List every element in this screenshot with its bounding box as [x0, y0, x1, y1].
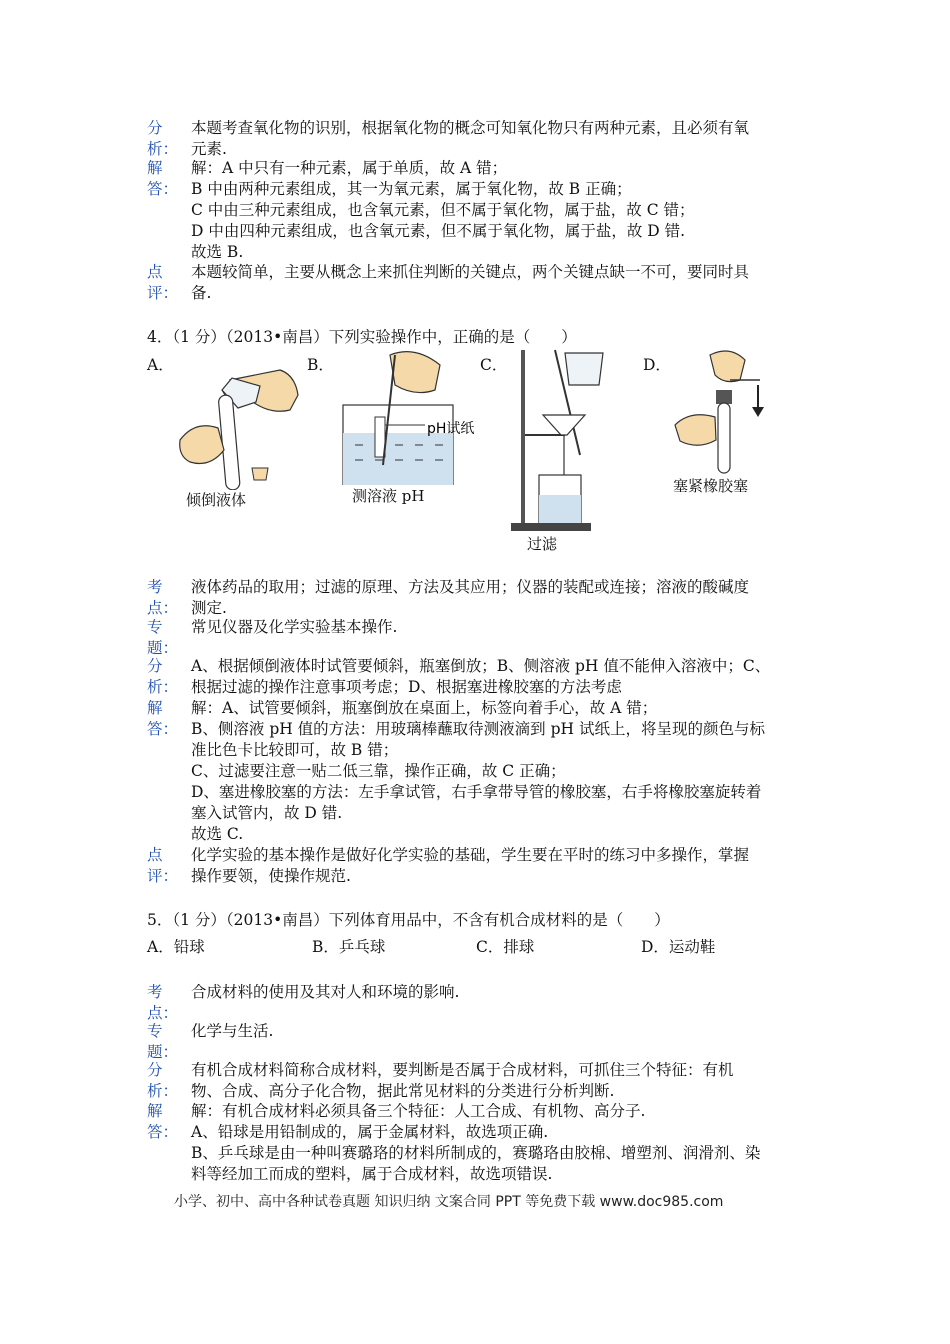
topic-block: [147, 1021, 817, 1063]
caption-insert-stopper: 塞紧橡胶塞: [673, 477, 749, 495]
analysis-block: [147, 118, 817, 160]
option-a-label: A．: [147, 356, 174, 374]
text-line: 化学实验的基本操作是做好化学实验的基础，学生要在平时的练习中多操作，掌握: [191, 846, 750, 864]
text-line: 物、合成、高分子化合物，据此常见材料的分类进行分析判断.: [191, 1082, 615, 1100]
caption-measure-ph: 测溶液 pH: [352, 487, 425, 505]
solution-label: 解答：: [147, 1102, 179, 1141]
text-line: 测定.: [191, 599, 227, 617]
topic-block: [147, 617, 817, 659]
text-line: C、过滤要注意一贴二低三靠，操作正确，故 C 正确；: [191, 762, 566, 780]
knowledge-point-block: [147, 577, 817, 619]
question-5-stem: 5．（1 分）（2013•南昌）下列体育用品中，不含有机合成材料的是（ ）: [147, 911, 670, 929]
text-line: D、塞进橡胶塞的方法：左手拿试管，右手拿带导管的橡胶塞，右手将橡胶塞旋转着: [191, 783, 762, 801]
option-a: A．铅球: [147, 938, 205, 956]
text-line: 液体药品的取用；过滤的原理、方法及其应用；仪器的装配或连接；溶液的酸碱度: [191, 578, 750, 596]
text-line: 故选 C.: [191, 825, 244, 843]
text-line: A、铅球是用铅制成的，属于金属材料，故选项正确.: [191, 1123, 549, 1141]
solution-block: [147, 698, 817, 845]
analysis-label: 分析：: [147, 657, 179, 696]
text-line: 塞入试管内，故 D 错.: [191, 804, 343, 822]
solution-label: 解答：: [147, 159, 179, 198]
text-line: 解：有机合成材料必须具备三个特征：人工合成、有机物、高分子.: [191, 1102, 646, 1120]
analysis-label: 分析：: [147, 1061, 179, 1100]
measure-ph-illustration: [335, 345, 508, 485]
analysis-block: [147, 656, 817, 698]
ph-paper-label: pH试纸: [427, 421, 475, 437]
text-line: B、侧溶液 pH 值的方法：用玻璃棒蘸取待测液滴到 pH 试纸上，将呈现的颜色与标: [191, 720, 765, 738]
analysis-block: [147, 1060, 817, 1102]
solution-block: [147, 1101, 817, 1185]
text-line: B、乒乓球是由一种叫赛璐珞的材料所制成的，赛璐珞由胶棉、增塑剂、润滑剂、染: [191, 1144, 761, 1162]
option-c: C．排球: [476, 938, 535, 956]
text-line: 元素.: [191, 140, 227, 158]
solution-block: [147, 158, 817, 263]
knowledge-point-block: [147, 982, 817, 1024]
text-line: 常见仪器及化学实验基本操作.: [191, 618, 398, 636]
comment-block: [147, 262, 817, 304]
option-b-label: B．: [307, 356, 334, 374]
topic-label: 专题：: [147, 1022, 179, 1061]
analysis-label: 分析：: [147, 119, 179, 158]
insert-stopper-illustration: [670, 345, 780, 475]
page-footer: 小学、初中、高中各种试卷真题 知识归纳 文案合同 PPT 等免费下载 www.doc985.com: [174, 1194, 724, 1210]
text-line: 有机合成材料简称合成材料，要判断是否属于合成材料，可抓住三个特征：有机: [191, 1061, 734, 1079]
text-line: 合成材料的使用及其对人和环境的影响.: [191, 983, 460, 1001]
comment-label: 点评：: [147, 846, 179, 885]
option-b: B．乒乓球: [312, 938, 386, 956]
comment-block: [147, 845, 817, 887]
question-4-stem: 4．（1 分）（2013•南昌）下列实验操作中，正确的是（ ）: [147, 328, 577, 346]
topic-label: 专题：: [147, 618, 179, 657]
text-line: 故选 B.: [191, 243, 244, 261]
text-line: 根据过滤的操作注意事项考虑；D、根据塞进橡胶塞的方法考虑: [191, 678, 622, 696]
text-line: 本题考查氧化物的识别，根据氧化物的概念可知氧化物只有两种元素，且必须有氧: [191, 119, 750, 137]
text-line: D 中由四种元素组成，也含氧元素，但不属于氧化物，属于盐，故 D 错.: [191, 222, 686, 240]
caption-pour-liquid: 倾倒液体: [186, 491, 247, 509]
text-line: A、根据倾倒液体时试管要倾斜，瓶塞倒放；B、侧溶液 pH 值不能伸入溶液中；C、: [191, 657, 771, 675]
pour-liquid-illustration: [170, 350, 310, 490]
text-line: 备.: [191, 284, 212, 302]
option-d-label: D．: [643, 356, 671, 374]
caption-filtration: 过滤: [527, 535, 558, 553]
option-c-label: C．: [480, 356, 508, 374]
knowledge-point-label: 考点：: [147, 983, 179, 1022]
text-line: 本题较简单，主要从概念上来抓住判断的关键点，两个关键点缺一不可，要同时具: [191, 263, 750, 281]
text-line: 化学与生活.: [191, 1022, 274, 1040]
knowledge-point-label: 考点：: [147, 578, 179, 617]
text-line: 解：A 中只有一种元素，属于单质，故 A 错；: [191, 159, 508, 177]
text-line: B 中由两种元素组成，其一为氧元素，属于氧化物，故 B 正确；: [191, 180, 632, 198]
text-line: C 中由三种元素组成，也含氧元素，但不属于氧化物，属于盐，故 C 错；: [191, 201, 695, 219]
filtration-illustration: [505, 345, 625, 535]
option-d: D．运动鞋: [641, 938, 716, 956]
comment-label: 点评：: [147, 263, 179, 302]
text-line: 准比色卡比较即可，故 B 错；: [191, 741, 399, 759]
solution-label: 解答：: [147, 699, 179, 738]
text-line: 操作要领，使操作规范.: [191, 867, 351, 885]
text-line: 料等经加工而成的塑料，属于合成材料，故选项错误.: [191, 1165, 553, 1183]
text-line: 解：A、试管要倾斜，瓶塞倒放在桌面上，标签向着手心，故 A 错；: [191, 699, 658, 717]
